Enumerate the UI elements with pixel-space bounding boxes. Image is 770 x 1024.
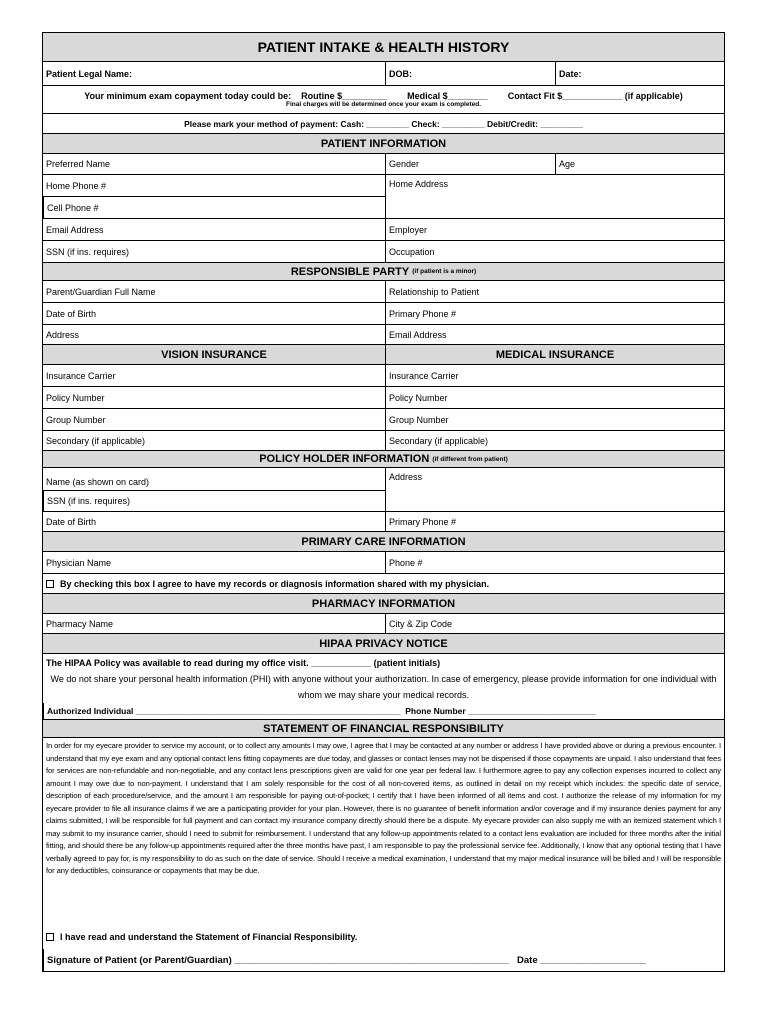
form-title-row	[43, 33, 724, 61]
policy-holder-dob-row	[43, 511, 724, 531]
insurance-header-row	[43, 344, 724, 364]
hipaa-header: HIPAA PRIVACY NOTICE	[43, 634, 724, 653]
relationship-field[interactable]: Relationship to Patient	[385, 281, 724, 302]
vision-secondary-field[interactable]: Secondary (if applicable)	[46, 435, 146, 446]
financial-ack	[43, 926, 724, 950]
home-phone-field[interactable]: Home Phone #	[46, 180, 107, 191]
policy-holder-header-row	[43, 450, 724, 467]
patient-info-header-row	[43, 133, 724, 153]
guardian-email-field[interactable]: Email Address	[385, 325, 724, 344]
physician-consent-label: By checking this box I agree to have my records or diagnosis information shared with my physician.	[60, 578, 490, 589]
physician-consent	[43, 574, 724, 593]
primary-care-header-row	[43, 531, 724, 551]
financial-ack-label: I have read and understand the Statement of Financial Responsibility.	[60, 932, 358, 943]
responsible-party-header-row	[43, 262, 724, 280]
legal-name-row	[43, 61, 724, 85]
financial-statement-text: In order for my eyecare provider to service my account, or to collect any amounts I may owe, I agree that I may be contacted at any number or address I have provided above or during a previous encounter. I understand that my eye exam and any optional contact lens fitting copayments are due today, and glasses or contact lenses may not be dispensed if those copayments are unpaid. I also understand that fees for services are non-refundable and non-negotiable, and any contact lens prescriptions given are valid for one year per federal law. I furthermore agree to pay any collection expenses incurred to collect any amount I may owe due to non-payment. I understand that I am solely responsible for the cost of all non-covered items, as outlined in detail on my receipt which includes: the specific date of service, description of each procedure/service, and the amount I am responsible for paying out-of-pocket; I certify that I have been informed of all items and cost. I authorize the release of my information for my eyecare provider to file all insurance claims if we are a participating provider for your plan. However, there is no guarantee of benefit information and/or coverage and if my insurance denies payment for any claims submitted, I will be responsible for full payment and can contact my insurance company directly should there be a dispute. My eyecare provider can also supply me with an itemized statement which I may submit to my insurance carrier, should I need to submit for reimbursement. I understand that any follow-up appointments related to a contact lens evaluation are included for three months after the initial fitting, and should there be any follow-up appointments required after the three months have past, I am responsible to pay the professional service fee. Additionally, I know that any optional testing that I have verbally agreed to pay for, is my responsibility to do as such on the date of service. Should I receive a medical examination, I understand that my major medical insurance will be billed and I will be responsible for any deductibles, coinsurance or copayments that may be due.	[46, 741, 721, 875]
guardian-dob-row	[43, 302, 724, 324]
pharmacy-row	[43, 613, 724, 633]
hipaa-initials-line[interactable]: The HIPAA Policy was available to read during my office visit. ____________ (patient initials)	[46, 657, 441, 668]
patient-legal-name-field[interactable]: Patient Legal Name:	[46, 68, 133, 79]
guardian-row	[43, 280, 724, 302]
phone-stack	[43, 175, 385, 218]
group-number-row	[43, 408, 724, 430]
policy-holder-name-field[interactable]: Name (as shown on card)	[46, 476, 150, 487]
guardian-dob-field[interactable]: Date of Birth	[46, 308, 97, 319]
copay-block	[43, 86, 724, 113]
signature-line[interactable]: Signature of Patient (or Parent/Guardian) ____________________________________________________ Date ____________________	[43, 949, 724, 971]
preferred-name-row	[43, 153, 724, 174]
policy-holder-name-row	[43, 467, 724, 511]
email-field[interactable]: Email Address	[46, 224, 104, 235]
medical-group-number-field[interactable]: Group Number	[385, 409, 724, 430]
phone-address-row	[43, 174, 724, 218]
pharmacy-header: PHARMACY INFORMATION	[43, 594, 724, 613]
pharmacy-name-field[interactable]: Pharmacy Name	[46, 618, 114, 629]
financial-header-row	[43, 719, 724, 737]
ssn-row	[43, 240, 724, 262]
date-field[interactable]: Date:	[555, 62, 724, 85]
vision-carrier-field[interactable]: Insurance Carrier	[46, 370, 116, 381]
policy-holder-phone-field[interactable]: Primary Phone #	[385, 512, 724, 531]
financial-body	[43, 738, 724, 971]
physician-phone-field[interactable]: Phone #	[385, 552, 724, 573]
email-row	[43, 218, 724, 240]
guardian-address-field[interactable]: Address	[46, 329, 80, 340]
final-charges-note: Final charges will be determined once your exam is completed.	[285, 101, 482, 108]
medical-secondary-field[interactable]: Secondary (if applicable)	[385, 431, 724, 450]
responsible-party-note: (if patient is a minor)	[412, 268, 477, 275]
physician-row	[43, 551, 724, 573]
physician-name-field[interactable]: Physician Name	[46, 557, 112, 568]
physician-consent-checkbox[interactable]	[46, 580, 54, 588]
guardian-address-row	[43, 324, 724, 344]
medical-insurance-header: MEDICAL INSURANCE	[385, 345, 724, 364]
policy-holder-stack	[43, 468, 385, 511]
hipaa-header-row	[43, 633, 724, 653]
vision-group-number-field[interactable]: Group Number	[46, 414, 106, 425]
hipaa-initials-row	[43, 653, 724, 671]
intake-form	[42, 32, 725, 972]
secondary-row	[43, 430, 724, 450]
cell-phone-field[interactable]: Cell Phone #	[43, 196, 385, 218]
responsible-party-title: RESPONSIBLE PARTY	[290, 265, 410, 278]
pharmacy-header-row	[43, 593, 724, 613]
carrier-row	[43, 364, 724, 386]
patient-info-header: PATIENT INFORMATION	[43, 134, 724, 153]
pharmacy-city-zip-field[interactable]: City & Zip Code	[385, 614, 724, 633]
payment-row	[43, 113, 724, 133]
hipaa-notice-text: We do not share your personal health information (PHI) with anyone without your authorization. In case of emergency, please provide information for one individual with whom we may share your medical records.	[50, 674, 717, 700]
ssn-field[interactable]: SSN (if ins. requires)	[46, 246, 130, 257]
primary-care-header: PRIMARY CARE INFORMATION	[43, 532, 724, 551]
policy-holder-note: (if different from patient)	[432, 455, 508, 463]
copay-line: Your minimum exam copayment today could be: Routine $_________ Medical $________ Contact Fit $____________ (if applicable)	[84, 91, 683, 101]
home-address-field[interactable]: Home Address	[385, 175, 724, 218]
financial-header: STATEMENT OF FINANCIAL RESPONSIBILITY	[43, 720, 724, 737]
occupation-field[interactable]: Occupation	[385, 241, 724, 262]
policy-holder-header	[43, 451, 724, 467]
medical-policy-number-field[interactable]: Policy Number	[385, 387, 724, 408]
hipaa-body-row	[43, 671, 724, 719]
responsible-party-header	[43, 263, 724, 280]
medical-carrier-field[interactable]: Insurance Carrier	[385, 365, 724, 386]
policy-holder-address-field[interactable]: Address	[385, 468, 724, 511]
guardian-phone-field[interactable]: Primary Phone #	[385, 303, 724, 324]
financial-ack-checkbox[interactable]	[46, 933, 54, 941]
vision-policy-number-field[interactable]: Policy Number	[46, 392, 105, 403]
preferred-name-field[interactable]: Preferred Name	[46, 159, 111, 169]
gender-field[interactable]: Gender	[385, 154, 555, 174]
policy-holder-ssn-field[interactable]: SSN (if ins. requires)	[43, 490, 385, 511]
policy-holder-title: POLICY HOLDER INFORMATION	[259, 453, 430, 465]
policy-holder-dob-field[interactable]: Date of Birth	[46, 516, 97, 527]
hipaa-body	[43, 671, 724, 719]
authorized-individual-line[interactable]: Authorized Individual ________________________________________________________ Phone Number ___________________________	[43, 703, 724, 719]
policy-number-row	[43, 386, 724, 408]
guardian-name-field[interactable]: Parent/Guardian Full Name	[46, 286, 156, 297]
dob-field[interactable]: DOB:	[385, 62, 555, 85]
payment-method-line[interactable]: Please mark your method of payment: Cash: _________ Check: _________ Debit/Credit: _________	[184, 118, 583, 129]
copay-row	[43, 85, 724, 113]
age-field[interactable]: Age	[555, 154, 724, 174]
physician-consent-row	[43, 573, 724, 593]
employer-field[interactable]: Employer	[385, 219, 724, 240]
vision-insurance-header: VISION INSURANCE	[43, 345, 385, 364]
form-title: PATIENT INTAKE & HEALTH HISTORY	[43, 33, 724, 61]
financial-body-row	[43, 737, 724, 971]
